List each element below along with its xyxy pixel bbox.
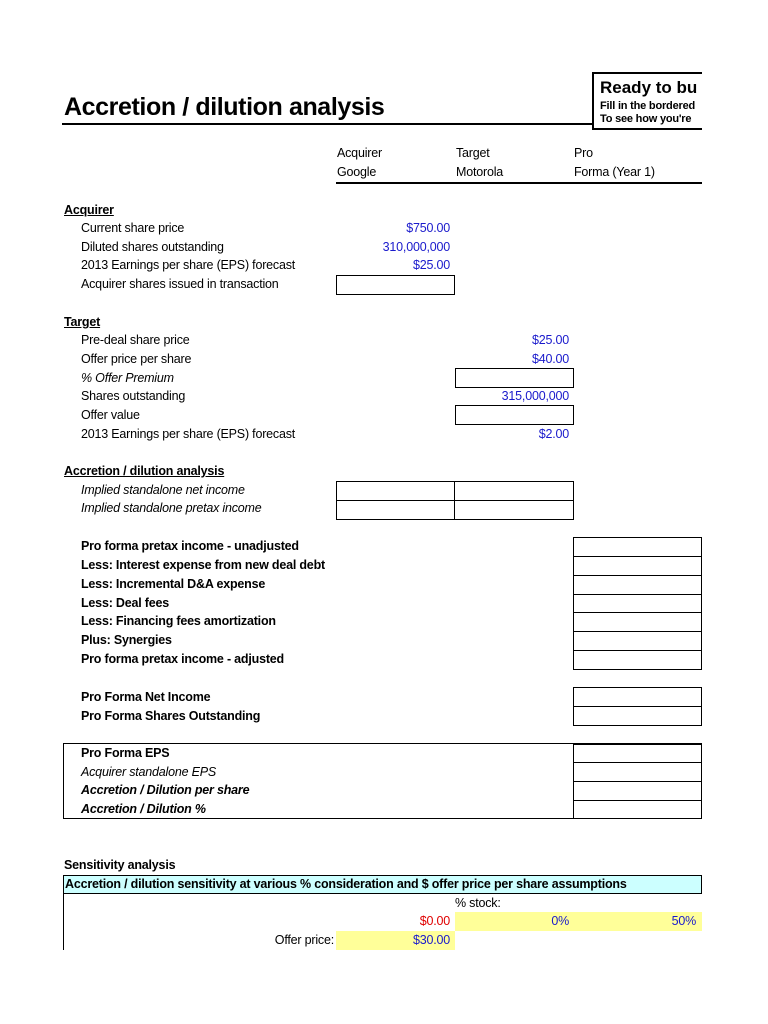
eps-row-label: Pro Forma EPS: [81, 746, 170, 760]
acquirer-row-label: Diluted shares outstanding: [81, 240, 224, 254]
net-row-label: Pro Forma Net Income: [81, 690, 211, 704]
interest-expense-input[interactable]: [573, 556, 702, 576]
offer-premium-input[interactable]: [455, 368, 574, 388]
offer-value-input[interactable]: [455, 405, 574, 425]
col-target-label: Target: [456, 146, 490, 160]
acquirer-heading: Acquirer: [64, 203, 114, 217]
pretax-row-label: Plus: Synergies: [81, 633, 172, 647]
col-target-name: Motorola: [456, 165, 504, 179]
pretax-row-label: Less: Interest expense from new deal debt: [81, 558, 325, 572]
shares-outstanding-input[interactable]: [573, 706, 702, 726]
acquirer-row-label: 2013 Earnings per share (EPS) forecast: [81, 258, 296, 272]
pct-stock-value[interactable]: 0%: [551, 914, 569, 928]
acquirer-share-price-value[interactable]: $750.00: [406, 221, 450, 235]
sensitivity-corner-value: $0.00: [419, 914, 450, 928]
pretax-row-label: Less: Financing fees amortization: [81, 614, 276, 628]
pretax-unadjusted-input[interactable]: [573, 537, 702, 557]
acquirer-row-label: Current share price: [81, 221, 185, 235]
acquirer-shares-issued-input[interactable]: [336, 275, 455, 295]
target-row-label: % Offer Premium: [81, 371, 174, 385]
target-row-label: Offer value: [81, 408, 140, 422]
target-heading: Target: [64, 315, 101, 329]
ad-row-label: Implied standalone pretax income: [81, 501, 262, 515]
target-row-label: Offer price per share: [81, 352, 192, 366]
offer-price-value[interactable]: $30.00: [412, 933, 450, 947]
pretax-adjusted-input[interactable]: [573, 650, 702, 670]
eps-row-label: Accretion / Dilution %: [81, 802, 206, 816]
acquirer-pretax-income-input[interactable]: [336, 500, 455, 520]
deal-fees-input[interactable]: [573, 594, 702, 614]
viewport-clip: [702, 60, 768, 1024]
net-income-input[interactable]: [573, 687, 702, 707]
header-rule: [336, 182, 702, 184]
eps-row-label: Acquirer standalone EPS: [81, 765, 217, 779]
col-proforma-label: Pro: [574, 146, 593, 160]
eps-row-label: Accretion / Dilution per share: [81, 783, 250, 797]
col-acquirer-name: Google: [337, 165, 377, 179]
col-acquirer-label: Acquirer: [337, 146, 382, 160]
pretax-row-label: Less: Incremental D&A expense: [81, 577, 266, 591]
sensitivity-banner: Accretion / dilution sensitivity at various % consideration and $ offer price per share assumptions: [65, 877, 627, 891]
acquirer-eps-value[interactable]: $25.00: [412, 258, 450, 272]
instructions-line-1: Fill in the bordered: [600, 100, 696, 112]
target-row-label: Pre-deal share price: [81, 333, 190, 347]
net-row-label: Pro Forma Shares Outstanding: [81, 709, 261, 723]
pro-forma-eps-input[interactable]: [573, 744, 702, 763]
target-offer-price-value[interactable]: $40.00: [531, 352, 569, 366]
col-proforma-name: Forma (Year 1): [574, 165, 655, 179]
offer-price-label: Offer price:: [274, 933, 334, 947]
financing-fees-input[interactable]: [573, 612, 702, 632]
acquirer-standalone-eps-input[interactable]: [573, 762, 702, 782]
pct-stock-value[interactable]: 50%: [671, 914, 696, 928]
target-pretax-income-input[interactable]: [454, 500, 574, 520]
synergies-input[interactable]: [573, 631, 702, 651]
target-row-label: 2013 Earnings per share (EPS) forecast: [81, 427, 296, 441]
target-eps-value[interactable]: $2.00: [538, 427, 569, 441]
accretion-per-share-input[interactable]: [573, 781, 702, 801]
target-predeal-price-value[interactable]: $25.00: [531, 333, 569, 347]
pretax-row-label: Less: Deal fees: [81, 596, 170, 610]
target-row-label: Shares outstanding: [81, 389, 186, 403]
acquirer-shares-value[interactable]: 310,000,000: [382, 240, 450, 254]
da-expense-input[interactable]: [573, 575, 702, 595]
target-shares-value[interactable]: 315,000,000: [501, 389, 569, 403]
ad-heading: Accretion / dilution analysis: [64, 464, 225, 478]
instructions-heading: Ready to bu: [600, 78, 698, 97]
eps-block-left-border: [63, 743, 64, 819]
stock-label: % stock:: [455, 896, 501, 910]
acquirer-row-label: Acquirer shares issued in transaction: [81, 277, 279, 291]
instructions-line-2: To see how you're: [600, 113, 692, 125]
ad-row-label: Implied standalone net income: [81, 483, 245, 497]
accretion-pct-input[interactable]: [573, 800, 702, 819]
pretax-row-label: Pro forma pretax income - unadjusted: [81, 539, 299, 553]
pretax-row-label: Pro forma pretax income - adjusted: [81, 652, 284, 666]
target-net-income-input[interactable]: [454, 481, 574, 501]
page-title: Accretion / dilution analysis: [64, 93, 385, 121]
instructions-box: [592, 72, 712, 130]
sensitivity-heading: Sensitivity analysis: [64, 858, 176, 872]
sensitivity-left-border: [63, 894, 64, 950]
acquirer-net-income-input[interactable]: [336, 481, 455, 501]
